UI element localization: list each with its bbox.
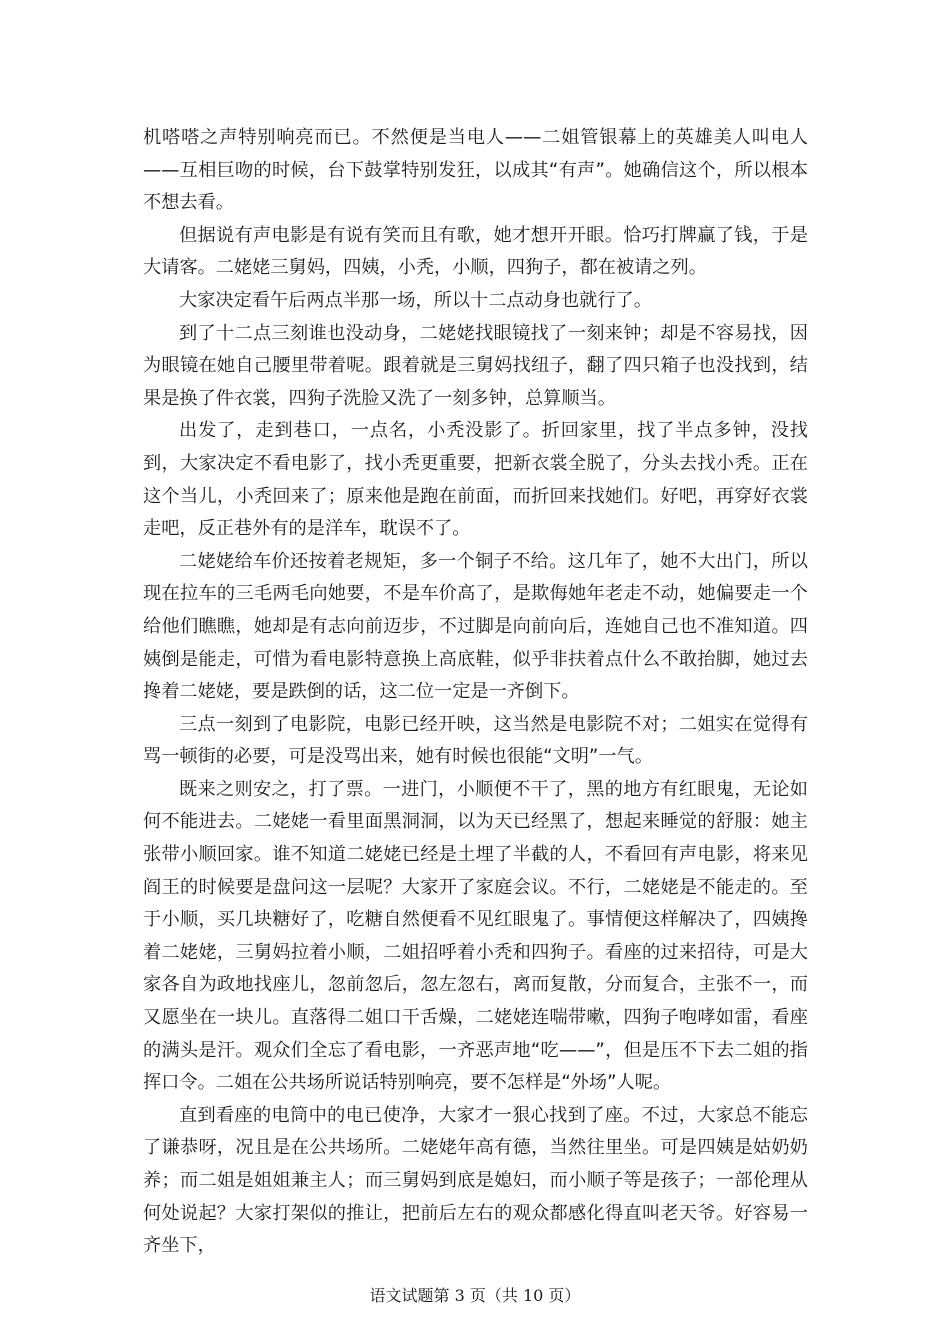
paragraph: 既来之则安之，打了票。一进门，小顺便不干了，黑的地方有红眼鬼，无论如何不能进去。二姥姥一看里面黑洞洞，以为天已经黑了，想起来睡觉的舒服：她主张带小顺回家。谁不知道二姥姥已经是土埋了半截的人，不看回有声电影，将来见阎王的时候要是盘问这一层呢？大家开了家庭会议。不行，二姥姥是不能走的。至于小顺，买几块糖好了，吃糖自然便看不见红眼鬼了。事情便这样解决了，四姨搀着二姥姥，三舅妈拉着小顺，二姐招呼着小秃和四狗子。看座的过来招待，可是大家各自为政地找座儿，忽前忽后，忽左忽右，离而复散，分而复合，主张不一，而又愿坐在一块儿。直落得二姐口干舌燥，二姥姥连喘带嗽，四狗子咆哮如雷，看座的满头是汗。观众们全忘了看电影，一齐恶声地“吃——”，但是压不下去二姐的指挥口令。二姐在公共场所说话特别响亮，要不怎样是“外场”人呢。 [143,778,808,1094]
paragraph-continued: 机嗒嗒之声特别响亮而已。不然便是当电人——二姐管银幕上的英雄美人叫电人——互相巨吻的时候，台下鼓掌特别发狂，以成其“有声”。她确信这个，所以根本不想去看。 [143,127,808,214]
paragraph: 二姥姥给车价还按着老规矩，多一个铜子不给。这几年了，她不大出门，所以现在拉车的三毛两毛向她要，不是车价高了，是欺侮她年老走不动，她偏要走一个给他们瞧瞧，她却是有志向前迈步，不过脚是向前向后，连她自己也不准知道。四姨倒是能走，可惜为看电影特意换上高底鞋，似乎非扶着点什么不敢抬脚，她过去搀着二姥姥，要是跌倒的话，这二位一定是一齐倒下。 [143,550,808,703]
paragraph: 但据说有声电影是有说有笑而且有歌，她才想开开眼。恰巧打牌赢了钱，于是大请客。二姥姥三舅妈，四姨，小秃，小顺，四狗子，都在被请之列。 [143,224,808,279]
paragraph: 到了十二点三刻谁也没动身，二姥姥找眼镜找了一刻来钟；却是不容易找，因为眼镜在她自己腰里带着呢。跟着就是三舅妈找纽子，翻了四只箱子也没找到，结果是换了件衣裳，四狗子洗脸又洗了一刻多钟，总算顺当。 [143,322,808,409]
paragraph: 直到看座的电筒中的电已使净，大家才一狠心找到了座。不过，大家总不能忘了谦恭呀，况且是在公共场所。二姥姥年高有德，当然往里坐。可是四姨是姑奶奶养；而二姐是姐姐兼主人；而三舅妈到底是媳妇，而小顺子等是孩子；一部伦理从何处说起？大家打架似的推让，把前后左右的观众都感化得直叫老天爷。好容易一齐坐下， [143,1104,808,1257]
passage-body [143,122,808,1263]
paragraph: 三点一刻到了电影院，电影已经开映，这当然是电影院不对；二姐实在觉得有骂一顿街的必要，可是没骂出来，她有时候也很能“文明”一气。 [143,713,808,768]
paragraph: 出发了，走到巷口，一点名，小秃没影了。折回家里，找了半点多钟，没找到，大家决定不看电影了，找小秃更重要，把新衣裳全脱了，分头去找小秃。正在这个当儿，小秃回来了；原来他是跑在前面，而折回来找她们。好吧，再穿好衣裳走吧，反正巷外有的是洋车，耽误不了。 [143,420,808,540]
paragraph: 大家决定看午后两点半那一场，所以十二点动身也就行了。 [179,289,652,311]
page-footer: 语文试题第 3 页（共 10 页） [369,1286,581,1305]
